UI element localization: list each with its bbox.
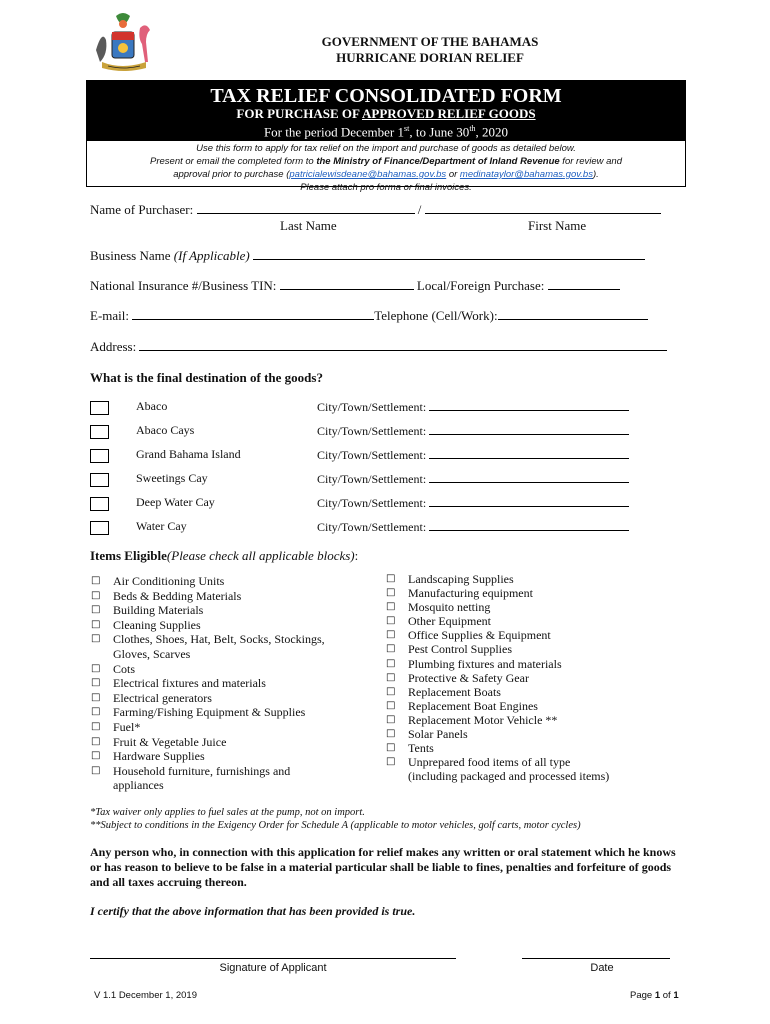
footnotes <box>90 806 690 832</box>
form-subtitle <box>87 107 685 121</box>
city-row-water-cay <box>317 519 629 535</box>
ni-row <box>90 278 620 294</box>
page-of: of <box>660 990 674 1001</box>
phone-label: Telephone (Cell/Work): <box>374 308 498 323</box>
coat-of-arms-logo <box>88 10 160 74</box>
gov-line-1: GOVERNMENT OF THE BAHAMAS <box>321 34 539 49</box>
date-label: Date <box>590 962 614 974</box>
last-name-caption: Last Name <box>280 218 337 233</box>
page-prefix: Page <box>630 990 655 1001</box>
purchaser-name-label: Name of Purchaser: <box>90 202 194 217</box>
instr2-b: for review and <box>559 156 622 167</box>
destination-question: What is the final destination of the goods? <box>90 370 323 385</box>
item-checkbox-left[interactable]: □ Electrical fixtures and materials <box>91 676 361 691</box>
city-field-abaco-cays[interactable] <box>429 423 629 435</box>
government-header <box>250 34 610 66</box>
instr3-a: approval prior to purchase ( <box>173 169 290 180</box>
item-checkbox-left[interactable]: □ Electrical generators <box>91 691 361 706</box>
instructions <box>87 141 685 194</box>
checkbox-sweetings-cay[interactable] <box>90 473 109 487</box>
instr3-b: ). <box>592 169 599 180</box>
instruction-line-1: Use this form to apply for tax relief on the import and purchase of goods as detailed below. <box>196 143 576 154</box>
bahamas-coat-of-arms-icon <box>88 10 160 74</box>
name-slash: / <box>417 202 422 217</box>
item-checkbox-left[interactable]: □ Beds & Bedding Materials <box>91 589 361 604</box>
city-field-abaco[interactable] <box>429 399 629 411</box>
checkbox-grand-bahama[interactable] <box>90 449 109 463</box>
email-field[interactable] <box>132 308 374 320</box>
instr2-a: Present or email the completed form to <box>150 156 317 167</box>
item-checkbox-left[interactable]: □ Cots <box>91 662 361 677</box>
city-row-abaco <box>317 399 629 415</box>
item-checkbox-left[interactable]: □ Fruit & Vegetable Juice <box>91 735 361 750</box>
address-field[interactable] <box>139 339 667 351</box>
item-checkbox-right[interactable]: □ Plumbing fixtures and materials <box>386 657 626 671</box>
item-checkbox-right[interactable]: □ Replacement Boat Engines <box>386 699 626 713</box>
item-checkbox-right[interactable]: □ Replacement Boats <box>386 685 626 699</box>
title-banner <box>87 81 685 141</box>
location-deep-water-cay: Deep Water Cay <box>136 495 215 509</box>
period-b: , to June 30 <box>409 124 470 140</box>
items-heading <box>90 548 358 564</box>
certification-statement: I certify that the above information that has been provided is true. <box>90 904 416 918</box>
item-checkbox-left[interactable]: □ Air Conditioning Units <box>91 574 361 589</box>
period-a: For the period December 1 <box>263 124 405 140</box>
last-name-field[interactable] <box>197 202 415 214</box>
item-checkbox-left[interactable]: □ Cleaning Supplies <box>91 618 361 633</box>
item-checkbox-right[interactable]: □ Mosquito netting <box>386 600 626 614</box>
purchaser-name-row <box>90 202 661 218</box>
city-field-deep-water-cay[interactable] <box>429 495 629 507</box>
business-name-row <box>90 248 645 264</box>
checkbox-abaco[interactable] <box>90 401 109 415</box>
checkbox-water-cay[interactable] <box>90 521 109 535</box>
version-footer: V 1.1 December 1, 2019 <box>94 990 197 1001</box>
page-number <box>630 990 679 1001</box>
item-checkbox-right[interactable]: □ Replacement Motor Vehicle ** <box>386 713 626 727</box>
title-box <box>86 80 686 193</box>
instruction-line-2 <box>87 155 685 168</box>
email-link-2[interactable]: medinataylor@bahamas.gov.bs <box>459 169 593 180</box>
phone-field[interactable] <box>498 308 648 320</box>
location-abaco: Abaco <box>136 399 168 413</box>
item-checkbox-right[interactable]: □ Manufacturing equipment <box>386 586 626 600</box>
instruction-line-3 <box>87 168 685 181</box>
first-name-field[interactable] <box>425 202 661 214</box>
period-sup2: th <box>469 124 476 133</box>
instr2-bold: the Ministry of Finance/Department of Inland Revenue <box>316 156 560 167</box>
item-checkbox-left[interactable]: □ Hardware Supplies <box>91 749 361 764</box>
email-link-1[interactable]: patricialewisdeane@bahamas.gov.bs <box>289 169 447 180</box>
location-abaco-cays: Abaco Cays <box>136 423 195 437</box>
city-label: City/Town/Settlement: <box>317 496 427 510</box>
city-row-grand-bahama <box>317 447 629 463</box>
checkbox-deep-water-cay[interactable] <box>90 497 109 511</box>
item-checkbox-right[interactable]: □ Unprepared food items of all type (including packaged and processed items) <box>386 755 618 783</box>
city-field-grand-bahama[interactable] <box>429 447 629 459</box>
signature-field[interactable] <box>90 958 456 959</box>
city-label: City/Town/Settlement: <box>317 424 427 438</box>
item-checkbox-right[interactable]: □ Office Supplies & Equipment <box>386 628 626 642</box>
email-label: E-mail: <box>90 308 129 323</box>
footnote-vehicle: **Subject to conditions in the Exigency Order for Schedule A (applicable to motor vehicles, golf carts, motor cycles) <box>90 820 581 831</box>
city-row-sweetings-cay <box>317 471 629 487</box>
ni-label: National Insurance #/Business TIN: <box>90 278 277 293</box>
form-period <box>87 121 685 139</box>
address-label: Address: <box>90 339 137 354</box>
subtitle-prefix: FOR PURCHASE OF <box>236 106 362 121</box>
item-checkbox-right[interactable]: □ Pest Control Supplies <box>386 642 626 656</box>
item-checkbox-left[interactable]: □ Building Materials <box>91 603 361 618</box>
items-heading-bold: Items Eligible <box>90 548 167 563</box>
business-name-label: Business Name <box>90 248 174 263</box>
contact-row <box>90 308 648 324</box>
ni-field[interactable] <box>280 278 414 290</box>
city-label: City/Town/Settlement: <box>317 472 427 486</box>
item-checkbox-right[interactable]: □ Protective & Safety Gear <box>386 671 626 685</box>
period-c: , 2020 <box>475 124 509 140</box>
item-checkbox-right[interactable]: □ Tents <box>386 741 626 755</box>
city-field-water-cay[interactable] <box>429 519 629 531</box>
items-heading-colon: : <box>354 548 359 563</box>
items-heading-italic: (Please check all applicable blocks) <box>166 548 355 563</box>
page-num: 1 <box>654 990 661 1001</box>
gov-line-2: HURRICANE DORIAN RELIEF <box>336 50 524 65</box>
first-name-caption: First Name <box>528 218 587 233</box>
city-label: City/Town/Settlement: <box>317 520 427 534</box>
page-total: 1 <box>673 990 679 1001</box>
instr3-or: or <box>446 169 460 180</box>
item-checkbox-right[interactable]: □ Solar Panels <box>386 727 626 741</box>
period-sup1: st <box>404 124 410 133</box>
business-name-field[interactable] <box>253 248 645 260</box>
form-title: TAX RELIEF CONSOLIDATED FORM <box>210 85 562 107</box>
business-name-italic: (If Applicable) <box>173 248 250 263</box>
items-right-column <box>386 572 626 783</box>
item-checkbox-right[interactable]: □ Landscaping Supplies <box>386 572 626 586</box>
subtitle-underlined: APPROVED RELIEF GOODS <box>361 106 536 121</box>
location-grand-bahama: Grand Bahama Island <box>136 447 241 461</box>
item-checkbox-left[interactable]: □ Fuel* <box>91 720 361 735</box>
item-checkbox-left[interactable]: □ Clothes, Shoes, Hat, Belt, Socks, Stockings, Gloves, Scarves <box>91 632 361 661</box>
location-water-cay: Water Cay <box>136 519 187 533</box>
signature-label: Signature of Applicant <box>219 962 327 974</box>
footnote-fuel: *Tax waiver only applies to fuel sales at the pump, not on import. <box>90 807 365 818</box>
city-field-sweetings-cay[interactable] <box>429 471 629 483</box>
legal-warning: Any person who, in connection with this application for relief makes any written or oral statement which he knows or has reason to believe to be false in a material particular shall be liable to fines, penalties and forfeiture of goods and all taxes accruing thereon. <box>90 845 676 889</box>
location-sweetings-cay: Sweetings Cay <box>136 471 208 485</box>
item-checkbox-left[interactable]: □ Farming/Fishing Equipment & Supplies <box>91 705 361 720</box>
purchase-type-label: Local/Foreign Purchase: <box>416 278 545 293</box>
checkbox-abaco-cays[interactable] <box>90 425 109 439</box>
address-row <box>90 339 667 355</box>
item-checkbox-right[interactable]: □ Other Equipment <box>386 614 626 628</box>
items-left-column <box>91 574 361 793</box>
city-label: City/Town/Settlement: <box>317 448 427 462</box>
city-row-deep-water-cay <box>317 495 629 511</box>
instruction-line-4: Please attach pro forma or final invoices. <box>300 182 472 193</box>
item-checkbox-left[interactable]: □ Household furniture, furnishings and appliances <box>91 764 323 793</box>
city-label: City/Town/Settlement: <box>317 400 427 414</box>
purchase-type-field[interactable] <box>548 278 620 290</box>
date-field[interactable] <box>522 958 670 959</box>
city-row-abaco-cays <box>317 423 629 439</box>
